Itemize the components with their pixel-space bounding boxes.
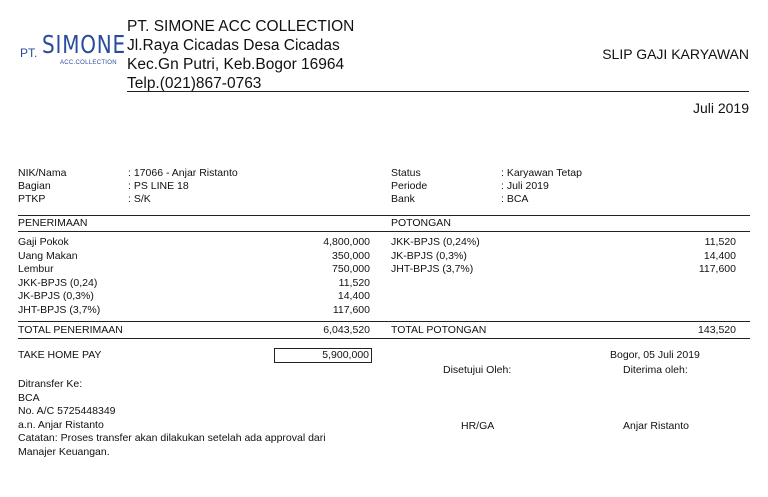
- approved-by-label: Disetujui Oleh:: [443, 364, 512, 376]
- periode-value: : Juli 2019: [501, 180, 549, 192]
- list-item: [391, 263, 736, 277]
- total-deductions-value: 143,520: [698, 324, 736, 336]
- earning-value: 750,000: [332, 263, 370, 275]
- logo-name: SIMONE: [42, 30, 126, 59]
- place-date: Bogor, 05 Juli 2019: [610, 349, 700, 361]
- deduction-value: 11,520: [704, 236, 736, 248]
- earning-label: JKK-BPJS (0,24): [18, 276, 98, 289]
- take-home-label: TAKE HOME PAY: [18, 349, 102, 361]
- list-item: [18, 304, 370, 318]
- periode-label: Periode: [391, 180, 428, 192]
- section-header-divider: [18, 231, 750, 232]
- ptkp-label: PTKP: [18, 193, 46, 205]
- logo-subtitle: ACC.COLLECTION: [60, 60, 117, 66]
- earning-label: Lembur: [18, 263, 54, 275]
- nik-label: NIK/Nama: [18, 167, 67, 179]
- deduction-value: 14,400: [703, 249, 736, 262]
- list-item: [18, 277, 370, 291]
- earning-value: 14,400: [337, 290, 370, 302]
- header-divider: [127, 91, 749, 92]
- deduction-label: JHT-BPJS (3,7%): [391, 263, 474, 275]
- earning-value: 350,000: [332, 249, 370, 262]
- received-by-label: Diterima oleh:: [623, 364, 688, 376]
- transfer-note-line1: Catatan: Proses transfer akan dilakukan setelah ada approval dari: [18, 432, 326, 444]
- earning-value: 117,600: [332, 303, 370, 316]
- transfer-holder: a.n. Anjar Ristanto: [18, 418, 104, 431]
- transfer-bank: BCA: [18, 391, 40, 404]
- nik-value: : 17066 - Anjar Ristanto: [128, 167, 238, 179]
- list-item: [18, 236, 370, 250]
- totals-bottom-divider: [18, 338, 750, 339]
- earnings-list: [18, 236, 370, 317]
- company-logo: [20, 28, 126, 72]
- approved-by-name: HR/GA: [461, 420, 495, 432]
- deductions-list: [391, 236, 736, 277]
- earning-label: JHT-BPJS (3,7%): [18, 303, 101, 316]
- earning-label: Gaji Pokok: [18, 236, 69, 248]
- deduction-label: JKK-BPJS (0,24%): [391, 236, 480, 248]
- transfer-note-line2: Manajer Keuangan.: [18, 445, 110, 458]
- list-item: [18, 250, 370, 264]
- logo-prefix: PT.: [20, 46, 38, 60]
- list-item: [391, 236, 736, 250]
- status-label: Status: [391, 167, 421, 179]
- transfer-account: No. A/C 5725448349: [18, 405, 116, 417]
- bank-label: Bank: [391, 193, 415, 205]
- deduction-label: JK-BPJS (0,3%): [391, 249, 467, 262]
- earnings-header: PENERIMAAN: [18, 217, 88, 229]
- list-item: [391, 250, 736, 264]
- company-phone: Telp.(021)867-0763: [127, 75, 262, 92]
- transfer-info: [18, 378, 326, 459]
- list-item: [18, 263, 370, 277]
- earning-label: JK-BPJS (0,3%): [18, 290, 94, 302]
- earning-label: Uang Makan: [18, 249, 78, 262]
- list-item: [18, 290, 370, 304]
- company-address-line1: Jl.Raya Cicadas Desa Cicadas: [127, 37, 340, 54]
- ptkp-value: : S/K: [128, 193, 151, 205]
- transfer-heading: Ditransfer Ke:: [18, 378, 83, 390]
- company-name: PT. SIMONE ACC COLLECTION: [127, 18, 355, 35]
- totals-top-divider: [18, 321, 750, 322]
- total-earnings-label: TOTAL PENERIMAAN: [18, 324, 123, 336]
- bank-value: : BCA: [501, 193, 529, 205]
- total-earnings-value: 6,043,520: [323, 324, 370, 336]
- deductions-header: POTONGAN: [391, 217, 451, 229]
- received-by-name: Anjar Ristanto: [623, 420, 689, 432]
- total-deductions-label: TOTAL POTONGAN: [391, 324, 487, 336]
- bagian-value: : PS LINE 18: [128, 180, 189, 192]
- slip-period: Juli 2019: [692, 100, 749, 116]
- bagian-label: Bagian: [18, 180, 51, 192]
- status-value: : Karyawan Tetap: [501, 167, 582, 179]
- company-address-line2: Kec.Gn Putri, Keb.Bogor 16964: [127, 56, 345, 73]
- take-home-value: 5,900,000: [274, 348, 372, 363]
- company-header: [127, 17, 354, 93]
- earning-value: 11,520: [338, 276, 370, 289]
- earning-value: 4,800,000: [323, 236, 370, 248]
- document-title: SLIP GAJI KARYAWAN: [602, 46, 749, 62]
- section-top-divider: [18, 215, 750, 216]
- deduction-value: 117,600: [698, 263, 736, 275]
